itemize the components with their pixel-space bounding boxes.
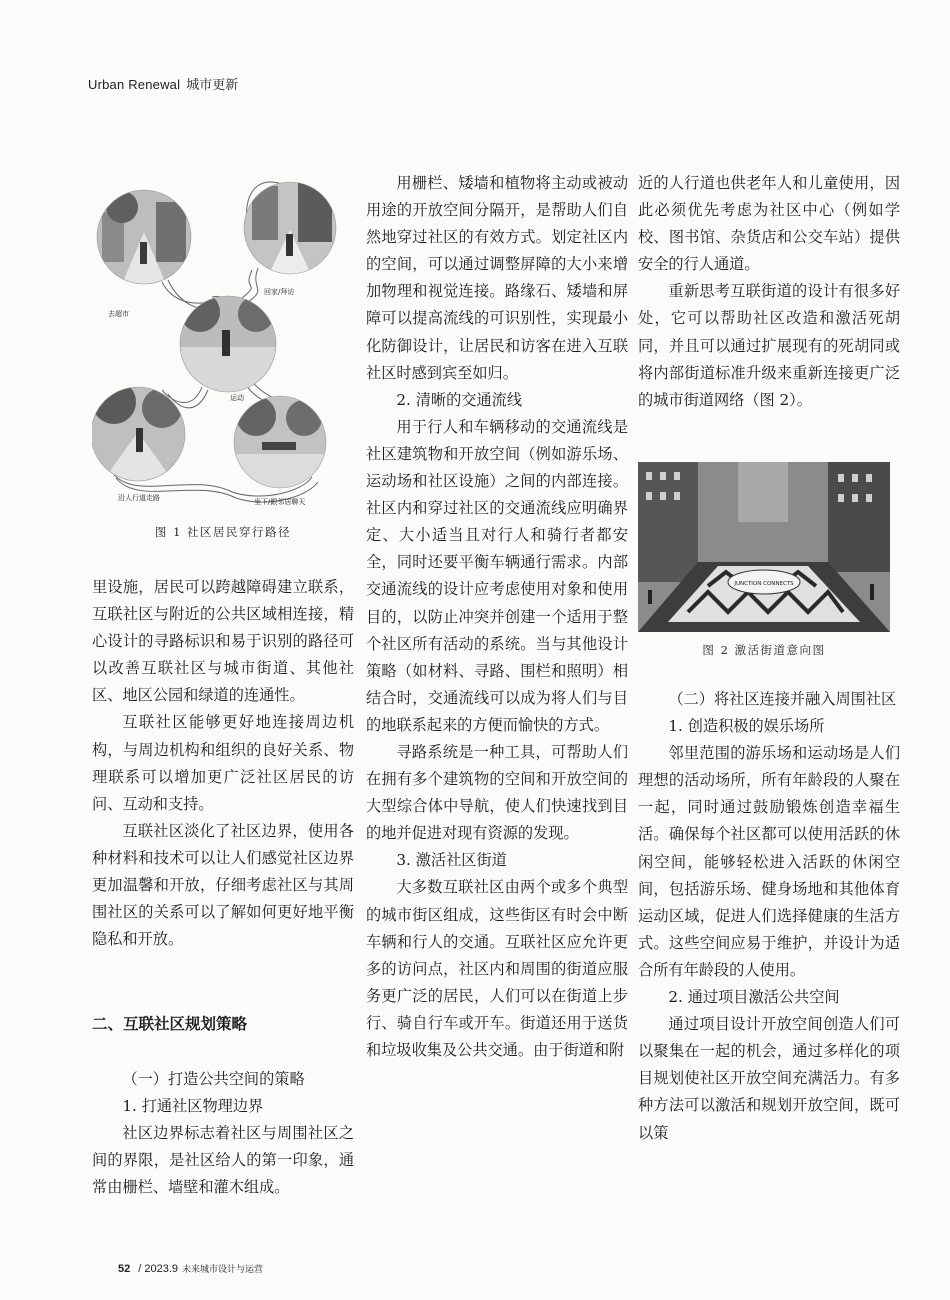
col3-subheading-1: （二）将社区连接并融入周围社区 — [668, 690, 897, 708]
col3-paragraph-1: 近的人行道也供老年人和儿童使用，因此必须优先考虑为社区中心（例如学校、图书馆、杂货店和公交车站）提供安全的行人通道。 — [638, 174, 900, 274]
column-3-top-text — [638, 170, 900, 414]
circle-chat — [232, 394, 332, 494]
circle-exercise — [178, 292, 278, 394]
col2-paragraph-3: 寻路系统是一种工具，可帮助人们在拥有多个建筑物的空间和开放空间的大型综合体中导航，使人们快速找到目的地并促进对现有资源的发现。 — [366, 742, 628, 843]
col1-paragraph-4: 社区边界标志着社区与周围社区之间的界限，是社区给人的第一印象，通常由栅栏、墙壁和灌木组成。 — [92, 1124, 354, 1197]
col2-heading-3: 3. 激活社区街道 — [396, 851, 507, 870]
col2-paragraph-4: 大多数互联社区由两个或多个典型的城市街区组成，这些街区有时会中断车辆和行人的交通。互联社区应允许更多的访问点，社区内和周围的街道应服务更广泛的居民，人们可以在街道上步行、骑自行车或开车。街道还用于送货和垃圾收集及公共交通。由于街道和附 — [366, 878, 628, 1059]
column-3-bottom-text — [638, 686, 900, 1147]
label-chat: 坐下/跟邻居聊天 — [254, 498, 306, 506]
running-head — [88, 74, 238, 93]
circle-supermarket — [92, 187, 202, 287]
issue-label: / 2023.9 — [138, 1263, 179, 1275]
label-sidewalk: 沿人行道走路 — [118, 494, 160, 502]
figure-2-caption: 图 2 激活街道意向图 — [702, 643, 826, 657]
col3-heading-2: 2. 通过项目激活公共空间 — [668, 988, 840, 1007]
col3-paragraph-3: 邻里范围的游乐场和运动场是人们理想的活动场所，所有年龄段的人聚在一起，同时通过鼓励锻炼创造幸福生活。确保每个社区都可以使用活跃的休闲空间，能够轻松进入活跃的休闲空间，包括游乐场、健身场地和其他体育运动区域，促进人们选择健康的生活方式。这些空间应易于维护，并设计为适合所有年龄段的人使用。 — [638, 744, 900, 979]
label-home: 回家/拜访 — [264, 288, 295, 296]
figure-2-banner: JUNCTION CONNECTS — [734, 581, 794, 587]
figure-2-photo — [638, 462, 890, 632]
figure-1-caption: 图 1 社区居民穿行路径 — [154, 525, 292, 539]
circle-home — [242, 180, 342, 280]
figure-1-illustration — [92, 172, 354, 510]
col2-paragraph-2: 用于行人和车辆移动的交通流线是社区建筑物和开放空间（例如游乐场、运动场和社区设施）之间的内部连接。社区内和穿过社区的交通流线应明确界定、大小适当且对行人和骑行者都安全，同时还要平衡车辆通行需求。内部交通流线的设计应考虑使用对象和使用目的，以防止冲突并创建一个适用于整个社区所有活动的系统。当与其他设计策略（如材料、寻路、围栏和照明）相结合时，交通流线可以成为将人们与目的地联系起来的方便而愉快的方式。 — [366, 417, 628, 734]
col3-paragraph-2: 重新思考互联街道的设计有很多好处，它可以帮助社区改造和激活死胡同，并且可以通过扩展现有的死胡同或将内部街道标准升级来重新连接更广泛的城市街道网络（图 2）。 — [638, 282, 900, 409]
col2-heading-2: 2. 清晰的交通流线 — [396, 390, 523, 409]
col1-subheading-1: （一）打造公共空间的策略 — [122, 1070, 305, 1088]
col2-paragraph-1: 用栅栏、矮墙和植物将主动或被动用途的开放空间分隔开，是帮助人们自然地穿过社区的有效方式。划定社区内的空间，可以通过调整屏障的大小来增加物理和视觉连接。路缘石、矮墙和屏障可以提高流线的可识别性，实现最小化防御设计，让居民和访客在进入互联社区时感到宾至如归。 — [366, 174, 628, 382]
col3-heading-1: 1. 创造积极的娱乐场所 — [668, 717, 825, 736]
header-english: Urban Renewal — [88, 77, 181, 92]
col1-paragraph-1: 里设施，居民可以跨越障碍建立联系，互联社区与附近的公共区域相连接，精心设计的寻路标识和易于识别的路径可以改善互联社区与城市街道、其他社区、地区公园和绿道的连通性。 — [92, 578, 354, 705]
column-1-subsection — [92, 1066, 354, 1201]
page-number: 52 — [118, 1263, 131, 1275]
label-supermarket: 去超市 — [108, 310, 129, 318]
page-footer — [118, 1262, 263, 1275]
column-1-text — [92, 574, 354, 953]
col1-paragraph-3: 互联社区淡化了社区边界，使用各种材料和技术可以让人们感觉社区边界更加温馨和开放，仔细考虑社区与其周围社区的关系可以了解如何更好地平衡隐私和开放。 — [92, 821, 354, 949]
col3-paragraph-4: 通过项目设计开放空间创造人们可以聚集在一起的机会，通过多样化的项目规划使社区开放空间充满活力。有多种方法可以激活和规划开放空间，既可以策 — [638, 1015, 900, 1142]
header-chinese: 城市更新 — [186, 77, 239, 92]
col1-subheading-2: 1. 打通社区物理边界 — [122, 1097, 264, 1116]
col1-paragraph-2: 互联社区能够更好地连接周边机构，与周边机构和组织的良好关系、物理联系可以增加更广泛社区居民的访问、互动和支持。 — [92, 713, 354, 813]
label-exercise: 运动 — [230, 394, 244, 402]
column-2-text — [366, 170, 628, 1064]
journal-name: 未来城市设计与运营 — [182, 1264, 264, 1274]
section-title: 二、互联社区规划策略 — [92, 1015, 248, 1033]
